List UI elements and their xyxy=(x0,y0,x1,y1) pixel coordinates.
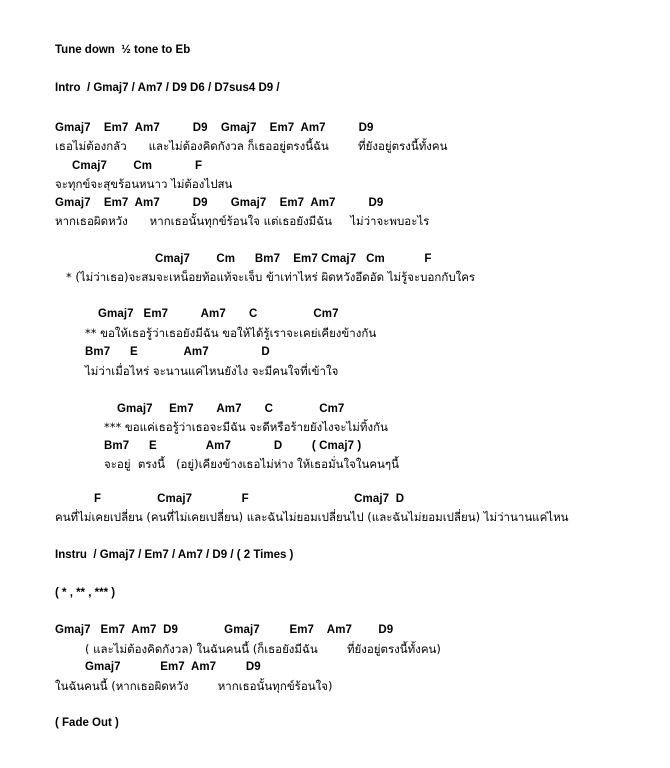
chord-line: Cmaj7 Cm Bm7 Em7 Cmaj7 Cm F xyxy=(155,253,432,265)
chord-line: Cmaj7 Cm F xyxy=(72,160,203,172)
lyric-line: ( และไม่ต้องคิดกังวล) ในฉันคนนี้ (ก็เธอยังมีฉัน ที่ยังอยู่ตรงนี้ทั้งคน) xyxy=(85,642,441,656)
lyric-line: จะทุกข์จะสุขร้อนหนาว ไม่ต้องไปสน xyxy=(55,177,233,191)
lyric-line: * (ไม่ว่าเธอ)จะสมจะเหน็อยท้อแท้จะเจ็บ ข้าเท่าไหร่ ผิดหวังอึดอัด ไม่รู้จะบอกกับใคร xyxy=(66,270,476,284)
lyric-line: ในฉันคนนี้ (หากเธอผิดหวัง หากเธอนั้นทุกข์ร้อนใจ) xyxy=(55,679,333,693)
chord-line: Bm7 E Am7 D xyxy=(85,346,270,358)
lyric-line: คนที่ไม่เคยเปลี่ยน (คนที่ไม่เคยเปลี่ยน) และฉันไม่ยอมเปลี่ยนไป (และฉันไม่ยอมเปลี่ยน) ไม่ว่านานแค่ไหน xyxy=(55,510,569,524)
chord-line: Gmaj7 Em7 Am7 C Cm7 xyxy=(117,403,345,415)
chord-line: Gmaj7 Em7 Am7 D9 Gmaj7 Em7 Am7 D9 xyxy=(55,197,384,209)
section-heading: Instru / Gmaj7 / Em7 / Am7 / D9 / ( 2 Times ) xyxy=(55,549,294,561)
lyric-line: เธอไม่ต้องกลัว และไม่ต้องคิดกังวล ก็เธออยู่ตรงนี้ฉัน ที่ยังอยู่ตรงนี้ทั้งคน xyxy=(55,139,448,153)
lyric-line: ไม่ว่าเมื่อไหร่ จะนานแค่ไหนยังไง จะมีคนใจที่เข้าใจ xyxy=(85,364,339,378)
chord-line: Gmaj7 Em7 Am7 D9 Gmaj7 Em7 Am7 D9 xyxy=(55,624,394,636)
section-heading: Intro / Gmaj7 / Am7 / D9 D6 / D7sus4 D9 / xyxy=(55,82,280,94)
chord-line: Bm7 E Am7 D ( Cmaj7 ) xyxy=(104,440,362,452)
lyric-line: *** ขอแค่เธอรู้ว่าเธอจะมีฉัน จะดีหรือร้ายยังไงจะไม่ทิ้งกัน xyxy=(104,420,388,434)
section-heading: Tune down ½ tone to Eb xyxy=(55,44,191,56)
lyric-line: หากเธอผิดหวัง หากเธอนั้นทุกข์ร้อนใจ แต่เธอยังมีฉัน ไม่ว่าจะพบอะไร xyxy=(55,214,430,228)
lyric-line: จะอยู่ ตรงนี้ (อยู่)เคียงข้างเธอไม่ห่าง ให้เธอมั่นใจในคนๆนี้ xyxy=(104,457,399,471)
section-heading: ( * , ** , *** ) xyxy=(55,587,116,599)
section-heading: ( Fade Out ) xyxy=(55,717,119,729)
chord-line: F Cmaj7 F Cmaj7 D xyxy=(94,493,405,505)
chord-line: Gmaj7 Em7 Am7 D9 xyxy=(85,661,261,673)
chord-line: Gmaj7 Em7 Am7 C Cm7 xyxy=(98,308,339,320)
chord-line: Gmaj7 Em7 Am7 D9 Gmaj7 Em7 Am7 D9 xyxy=(55,122,374,134)
lyric-line: ** ขอให้เธอรู้ว่าเธอยังมีฉัน ขอให้ได้รู้เราจะเคย่เคียงข้างกัน xyxy=(85,326,377,340)
